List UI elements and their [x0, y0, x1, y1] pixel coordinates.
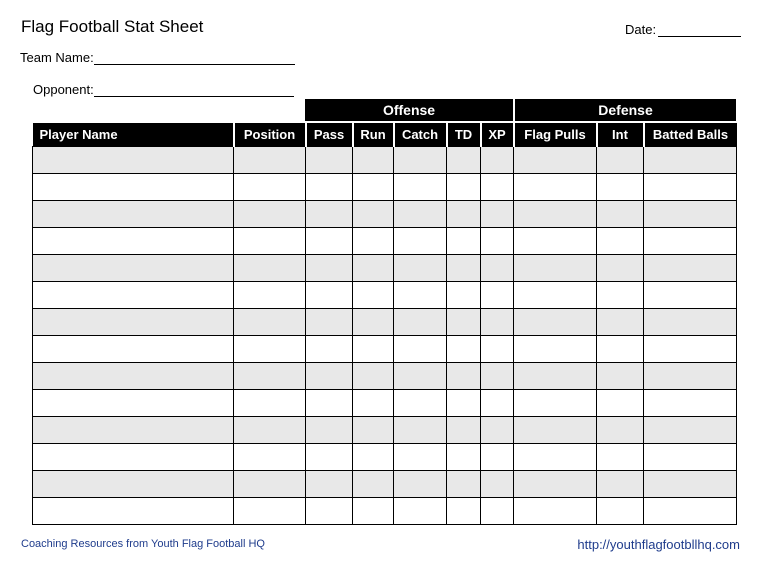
table-cell[interactable]	[597, 417, 644, 444]
table-cell[interactable]	[514, 417, 597, 444]
table-cell[interactable]	[644, 390, 737, 417]
table-cell[interactable]	[306, 498, 353, 525]
table-cell[interactable]	[353, 444, 394, 471]
table-cell[interactable]	[481, 309, 514, 336]
table-cell[interactable]	[394, 228, 447, 255]
table-cell[interactable]	[234, 309, 306, 336]
table-cell[interactable]	[514, 174, 597, 201]
col-catch: Catch	[394, 123, 447, 147]
table-row	[33, 336, 737, 363]
col-pass: Pass	[306, 123, 353, 147]
table-cell[interactable]	[234, 228, 306, 255]
table-cell[interactable]	[306, 255, 353, 282]
table-cell[interactable]	[234, 255, 306, 282]
team-name-input-line[interactable]	[94, 49, 295, 65]
table-row	[33, 390, 737, 417]
col-flag-pulls: Flag Pulls	[514, 123, 597, 147]
table-cell[interactable]	[394, 417, 447, 444]
opponent-field	[33, 81, 294, 97]
opponent-label: Opponent:	[33, 82, 94, 97]
table-row	[33, 444, 737, 471]
table-cell[interactable]	[481, 471, 514, 498]
table-row	[33, 255, 737, 282]
table-cell[interactable]	[514, 147, 597, 174]
table-cell[interactable]	[33, 255, 234, 282]
table-cell[interactable]	[353, 174, 394, 201]
table-cell[interactable]	[33, 282, 234, 309]
table-cell[interactable]	[234, 363, 306, 390]
table-cell[interactable]	[394, 336, 447, 363]
table-cell[interactable]	[447, 498, 481, 525]
table-cell[interactable]	[597, 228, 644, 255]
table-cell[interactable]	[353, 498, 394, 525]
table-cell[interactable]	[394, 201, 447, 228]
table-cell[interactable]	[644, 498, 737, 525]
table-cell[interactable]	[33, 174, 234, 201]
table-cell[interactable]	[447, 201, 481, 228]
table-cell[interactable]	[234, 390, 306, 417]
table-cell[interactable]	[514, 390, 597, 417]
table-cell[interactable]	[234, 471, 306, 498]
table-cell[interactable]	[353, 147, 394, 174]
table-cell[interactable]	[481, 444, 514, 471]
table-cell[interactable]	[514, 282, 597, 309]
table-cell[interactable]	[353, 282, 394, 309]
table-cell[interactable]	[514, 444, 597, 471]
table-cell[interactable]	[306, 309, 353, 336]
table-cell[interactable]	[306, 336, 353, 363]
table-cell[interactable]	[481, 228, 514, 255]
table-cell[interactable]	[481, 255, 514, 282]
table-cell[interactable]	[353, 390, 394, 417]
table-cell[interactable]	[353, 471, 394, 498]
table-cell[interactable]	[394, 498, 447, 525]
table-cell[interactable]	[33, 417, 234, 444]
table-cell[interactable]	[33, 390, 234, 417]
table-cell[interactable]	[306, 444, 353, 471]
table-cell[interactable]	[597, 147, 644, 174]
table-cell[interactable]	[234, 444, 306, 471]
table-cell[interactable]	[514, 309, 597, 336]
table-cell[interactable]	[33, 363, 234, 390]
table-cell[interactable]	[353, 228, 394, 255]
table-cell[interactable]	[597, 336, 644, 363]
stats-table	[32, 123, 737, 525]
defense-group-header: Defense	[515, 99, 736, 121]
table-cell[interactable]	[447, 174, 481, 201]
table-cell[interactable]	[597, 282, 644, 309]
table-cell[interactable]	[644, 471, 737, 498]
table-cell[interactable]	[234, 201, 306, 228]
table-cell[interactable]	[481, 282, 514, 309]
table-cell[interactable]	[481, 201, 514, 228]
table-cell[interactable]	[514, 255, 597, 282]
table-cell[interactable]	[597, 471, 644, 498]
table-cell[interactable]	[514, 498, 597, 525]
table-cell[interactable]	[481, 147, 514, 174]
table-cell[interactable]	[447, 471, 481, 498]
table-cell[interactable]	[306, 363, 353, 390]
footer-url-link[interactable]: http://youthflagfootbllhq.com	[577, 537, 740, 552]
date-label: Date:	[625, 22, 657, 37]
table-cell[interactable]	[306, 282, 353, 309]
table-cell[interactable]	[447, 147, 481, 174]
table-cell[interactable]	[481, 174, 514, 201]
table-cell[interactable]	[514, 336, 597, 363]
date-field	[625, 22, 741, 37]
table-cell[interactable]	[234, 417, 306, 444]
table-cell[interactable]	[514, 363, 597, 390]
table-cell[interactable]	[447, 228, 481, 255]
col-xp: XP	[481, 123, 514, 147]
table-cell[interactable]	[481, 498, 514, 525]
table-cell[interactable]	[394, 444, 447, 471]
date-input-line[interactable]	[658, 22, 741, 37]
table-cell[interactable]	[353, 309, 394, 336]
table-row	[33, 174, 737, 201]
table-cell[interactable]	[353, 417, 394, 444]
offense-group-header: Offense	[305, 99, 513, 121]
table-cell[interactable]	[306, 174, 353, 201]
table-cell[interactable]	[394, 174, 447, 201]
table-cell[interactable]	[514, 201, 597, 228]
table-cell[interactable]	[306, 417, 353, 444]
table-cell[interactable]	[33, 309, 234, 336]
table-cell[interactable]	[33, 201, 234, 228]
opponent-input-line[interactable]	[94, 81, 294, 97]
table-cell[interactable]	[644, 228, 737, 255]
table-cell[interactable]	[353, 336, 394, 363]
table-row	[33, 201, 737, 228]
table-cell[interactable]	[597, 498, 644, 525]
table-row	[33, 498, 737, 525]
table-cell[interactable]	[447, 309, 481, 336]
table-row	[33, 417, 737, 444]
table-cell[interactable]	[234, 282, 306, 309]
table-cell[interactable]	[447, 363, 481, 390]
col-int: Int	[597, 123, 644, 147]
table-cell[interactable]	[597, 390, 644, 417]
table-cell[interactable]	[394, 309, 447, 336]
table-cell[interactable]	[33, 147, 234, 174]
table-cell[interactable]	[394, 363, 447, 390]
table-cell[interactable]	[644, 444, 737, 471]
table-cell[interactable]	[644, 363, 737, 390]
table-cell[interactable]	[447, 444, 481, 471]
table-cell[interactable]	[481, 363, 514, 390]
table-cell[interactable]	[597, 201, 644, 228]
table-cell[interactable]	[644, 147, 737, 174]
table-cell[interactable]	[447, 282, 481, 309]
footer-credit: Coaching Resources from Youth Flag Football HQ	[21, 538, 265, 550]
table-cell[interactable]	[644, 282, 737, 309]
table-cell[interactable]	[234, 147, 306, 174]
table-cell[interactable]	[33, 336, 234, 363]
table-cell[interactable]	[644, 174, 737, 201]
table-cell[interactable]	[447, 390, 481, 417]
table-cell[interactable]	[33, 471, 234, 498]
col-run: Run	[353, 123, 394, 147]
col-batted-balls: Batted Balls	[644, 123, 737, 147]
table-row	[33, 282, 737, 309]
table-cell[interactable]	[394, 147, 447, 174]
table-cell[interactable]	[514, 228, 597, 255]
table-cell[interactable]	[33, 498, 234, 525]
table-cell[interactable]	[644, 336, 737, 363]
table-cell[interactable]	[597, 309, 644, 336]
table-cell[interactable]	[353, 363, 394, 390]
table-cell[interactable]	[597, 174, 644, 201]
table-cell[interactable]	[447, 336, 481, 363]
table-cell[interactable]	[306, 390, 353, 417]
table-row	[33, 147, 737, 174]
table-cell[interactable]	[394, 390, 447, 417]
table-cell[interactable]	[597, 444, 644, 471]
table-cell[interactable]	[306, 147, 353, 174]
table-cell[interactable]	[394, 282, 447, 309]
table-cell[interactable]	[33, 228, 234, 255]
table-cell[interactable]	[234, 336, 306, 363]
table-cell[interactable]	[353, 255, 394, 282]
table-cell[interactable]	[597, 255, 644, 282]
table-cell[interactable]	[597, 363, 644, 390]
table-cell[interactable]	[481, 390, 514, 417]
table-cell[interactable]	[644, 417, 737, 444]
team-name-label: Team Name:	[20, 50, 94, 65]
table-cell[interactable]	[394, 471, 447, 498]
table-row	[33, 228, 737, 255]
table-cell[interactable]	[306, 471, 353, 498]
table-cell[interactable]	[234, 498, 306, 525]
column-header-row	[33, 123, 737, 147]
table-cell[interactable]	[514, 471, 597, 498]
table-cell[interactable]	[353, 201, 394, 228]
stats-table-body	[33, 147, 737, 525]
table-cell[interactable]	[481, 336, 514, 363]
table-cell[interactable]	[306, 228, 353, 255]
table-row	[33, 309, 737, 336]
col-td: TD	[447, 123, 481, 147]
table-cell[interactable]	[33, 444, 234, 471]
table-cell[interactable]	[234, 174, 306, 201]
table-cell[interactable]	[394, 255, 447, 282]
table-row	[33, 471, 737, 498]
team-name-field	[20, 49, 295, 65]
table-cell[interactable]	[644, 309, 737, 336]
page-title: Flag Football Stat Sheet	[21, 17, 204, 36]
col-position: Position	[234, 123, 306, 147]
table-row	[33, 363, 737, 390]
table-cell[interactable]	[644, 255, 737, 282]
table-cell[interactable]	[306, 201, 353, 228]
table-cell[interactable]	[447, 417, 481, 444]
table-cell[interactable]	[644, 201, 737, 228]
col-player-name: Player Name	[33, 123, 234, 147]
table-cell[interactable]	[447, 255, 481, 282]
table-cell[interactable]	[481, 417, 514, 444]
